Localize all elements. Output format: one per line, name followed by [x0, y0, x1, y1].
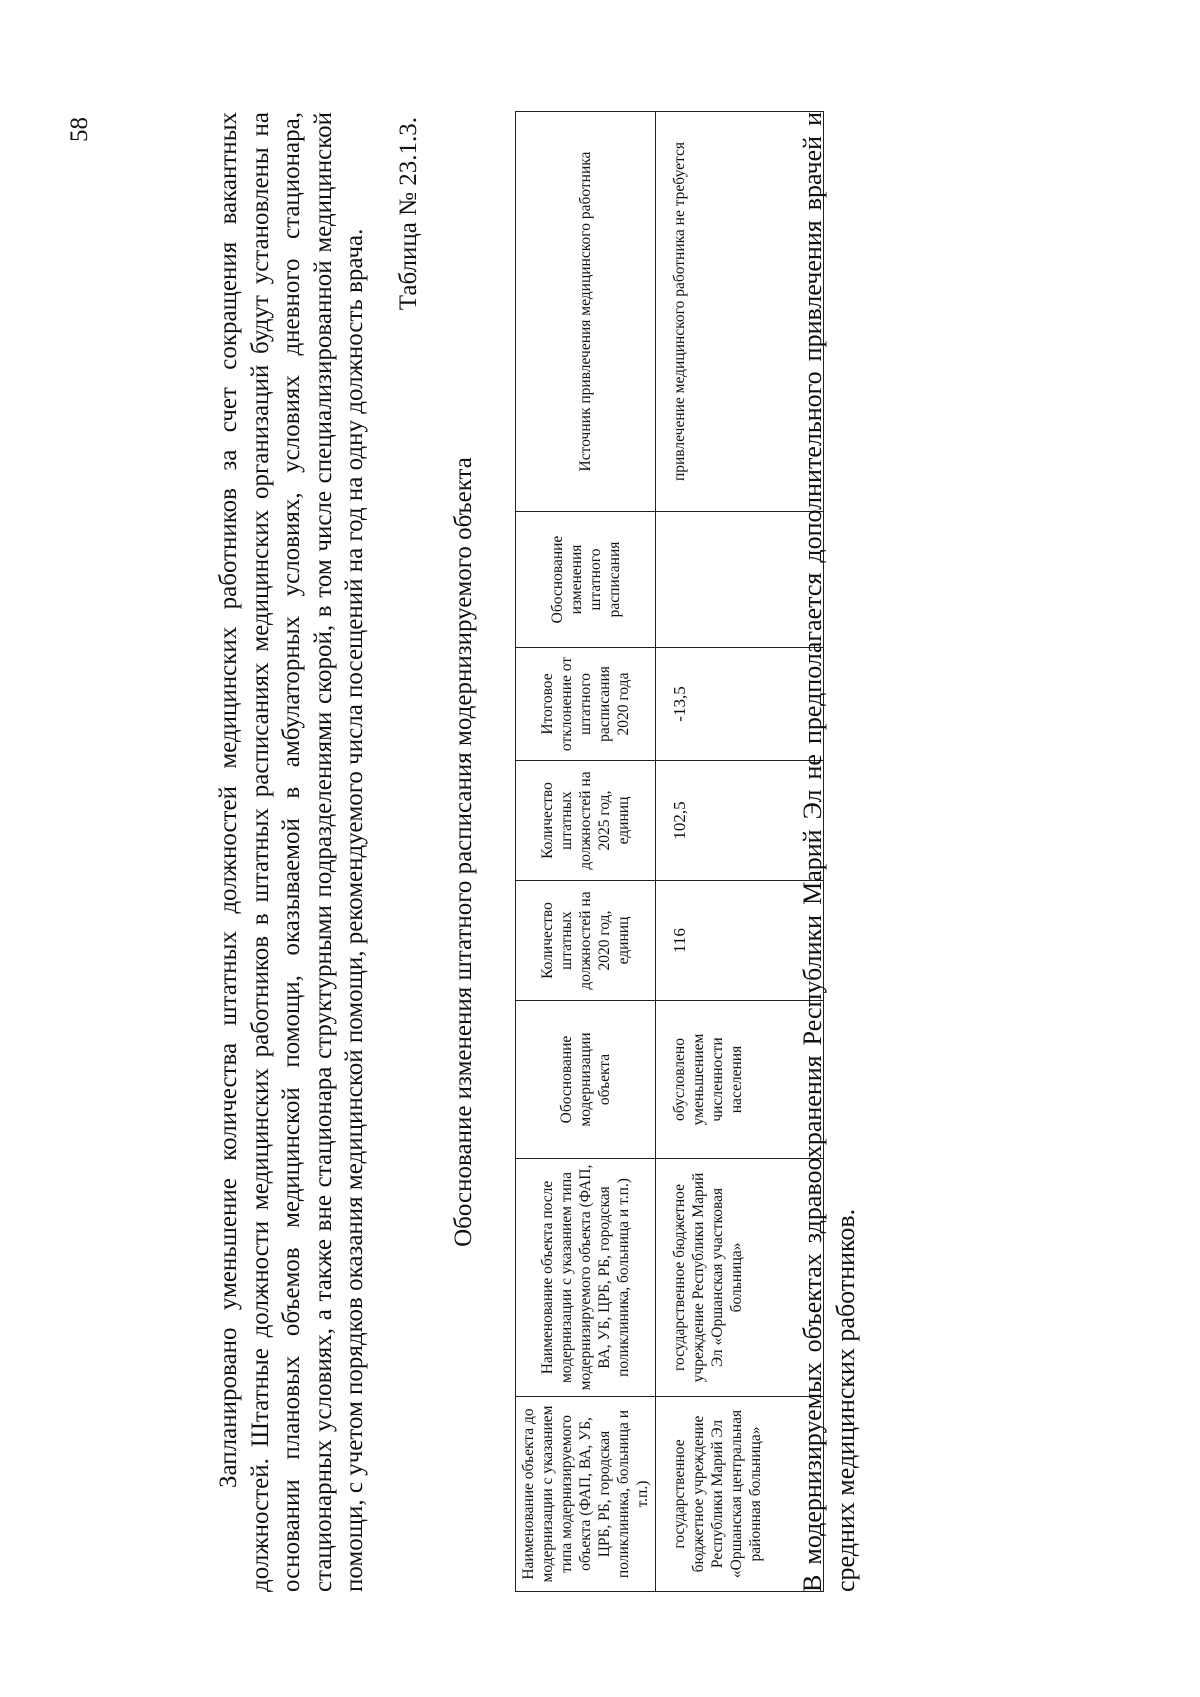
cell-positions-2025: 102,5	[656, 761, 824, 881]
paragraph-staff-reduction: Запланировано уменьшение количества штатных должностей медицинских работников за счет сокращения вакантных должностей. Штатные должности медицинских работников в штатных расписаниях медицинских организаций будут установлены на основании плановых объемов медицинской помощи, оказываемой в амбулаторных условиях, условиях дневного стационара, стационарных условиях, а также вне стационара структурными подразделениями скорой, в том числе специализированной медицинской помощи, с учетом порядков оказания медицинской помощи, рекомендуемого числа посещений на год на одну должность врача.	[215, 112, 368, 1592]
table-header-row	[516, 112, 656, 1592]
cell-object-after: государственное бюджетное учреждение Республики Марий Эл «Оршанская участковая больница»	[656, 1159, 824, 1397]
page-number: 58	[66, 117, 93, 142]
table-title: Обоснование изменения штатного расписания модернизируемого объекта	[450, 457, 477, 1247]
cell-staff-source: привлечение медицинского работника не требуется	[656, 112, 824, 512]
table-number: Таблица № 23.1.3.	[395, 117, 422, 311]
cell-total-deviation: -13,5	[656, 648, 824, 761]
cell-positions-2020: 116	[656, 881, 824, 1001]
header-object-before: Наименование объекта до модернизации с указанием типа модернизируемого объекта (ФАП, ВА, УБ, ЦРБ, РБ, городская поликлиника, больница и т.п.)	[516, 1397, 656, 1592]
header-modernization-reason: Обоснование модернизации объекта	[516, 1001, 656, 1159]
header-total-deviation: Итоговое отклонение от штатного расписания 2020 года	[516, 648, 656, 761]
header-object-after: Наименование объекта после модернизации с указанием типа модернизируемого объекта (ФАП, ВА, УБ, ЦРБ, РБ, городская поликлиника, больница и т.п.)	[516, 1159, 656, 1397]
cell-object-before: государственное бюджетное учреждение Республики Марий Эл «Оршанская центральная районная больница»	[656, 1397, 824, 1592]
cell-modernization-reason: обусловлено уменьшением численности населения	[656, 1001, 824, 1159]
header-positions-2025: Количество штатных должностей на 2025 год, единиц	[516, 761, 656, 881]
paragraph-no-additional-staff: В модернизируемых объектах здравоохранения Республики Марий Эл не предполагается дополнительного привлечения врачей и средних медицинских работников.	[798, 112, 860, 1592]
header-schedule-change-reason: Обоснование изменения штатного расписания	[516, 512, 656, 648]
staffing-justification-table	[515, 111, 824, 1592]
header-staff-source: Источник привлечения медицинского работника	[516, 112, 656, 512]
header-positions-2020: Количество штатных должностей на 2020 год, единиц	[516, 881, 656, 1001]
